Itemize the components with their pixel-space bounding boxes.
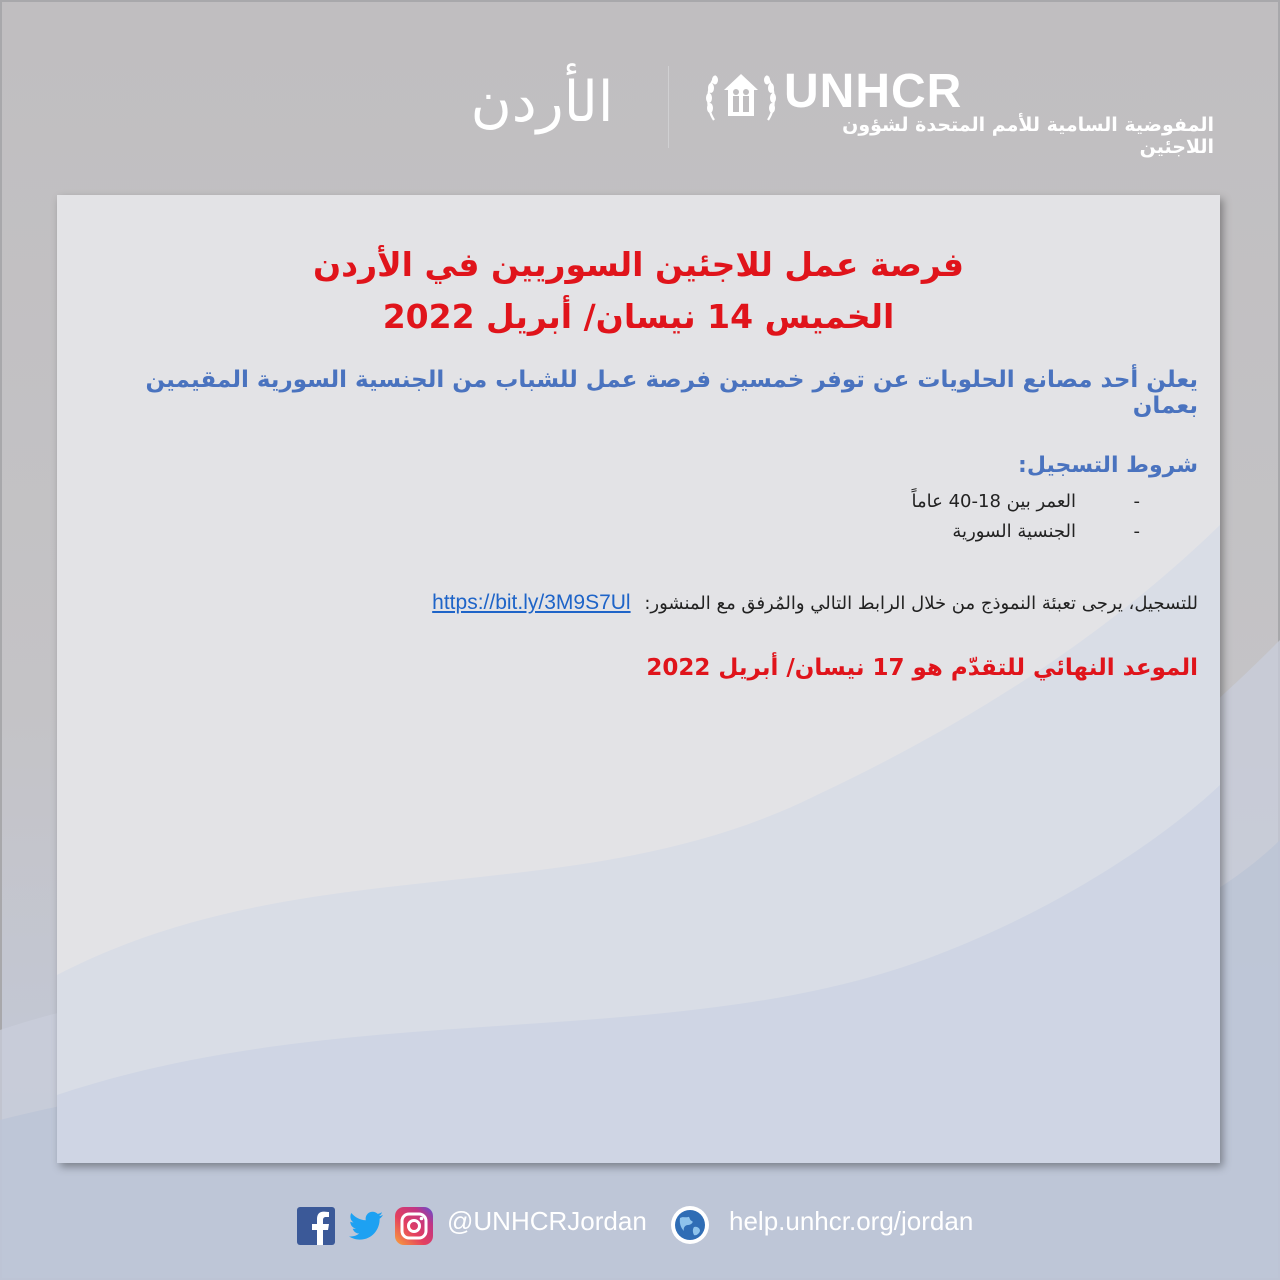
list-dash: -	[1133, 491, 1140, 512]
unhcr-logo	[704, 64, 1224, 158]
condition-text: الجنسية السورية	[952, 521, 1076, 542]
conditions-title: شروط التسجيل:	[1018, 453, 1198, 478]
condition-text: العمر بين 18-40 عاماً	[911, 491, 1076, 512]
instagram-icon[interactable]	[395, 1207, 433, 1245]
country-label: الأردن	[470, 70, 614, 135]
list-item	[616, 521, 1140, 551]
facebook-icon[interactable]	[297, 1207, 335, 1245]
footer	[0, 1195, 1280, 1255]
social-handle[interactable]: @UNHCRJordan	[447, 1206, 647, 1236]
header-divider	[668, 66, 669, 148]
unhcr-emblem-icon	[704, 68, 778, 126]
title-line-1: فرصة عمل للاجئين السوريين في الأردن	[313, 245, 964, 284]
list-item	[616, 491, 1140, 521]
registration-text: للتسجيل، يرجى تعبئة النموذج من خلال الرابط التالي والمُرفق مع المنشور:	[644, 593, 1198, 614]
twitter-icon[interactable]	[347, 1207, 385, 1245]
logo-wordmark: UNHCR	[784, 65, 963, 118]
notice-card	[57, 195, 1220, 1163]
registration-line	[432, 591, 1198, 615]
conditions-list	[616, 491, 1140, 551]
deadline-text: الموعد النهائي للتقدّم هو 17 نيسان/ أبريل 2022	[646, 655, 1198, 681]
registration-link[interactable]: https://bit.ly/3M9S7Ul	[432, 591, 631, 614]
list-dash: -	[1133, 521, 1140, 542]
website-link[interactable]: help.unhcr.org/jordan	[729, 1206, 974, 1236]
globe-icon[interactable]	[670, 1205, 710, 1245]
notice-title	[57, 239, 1220, 343]
title-line-2: الخميس 14 نيسان/ أبريل 2022	[382, 297, 895, 336]
intro-text: يعلن أحد مصانع الحلويات عن توفر خمسين فرصة عمل للشباب من الجنسية السورية المقيمين بعمان	[145, 367, 1198, 419]
header	[0, 0, 1280, 190]
logo-subtitle: المفوضية السامية للأمم المتحدة لشؤون اللاجئين	[842, 114, 1214, 158]
